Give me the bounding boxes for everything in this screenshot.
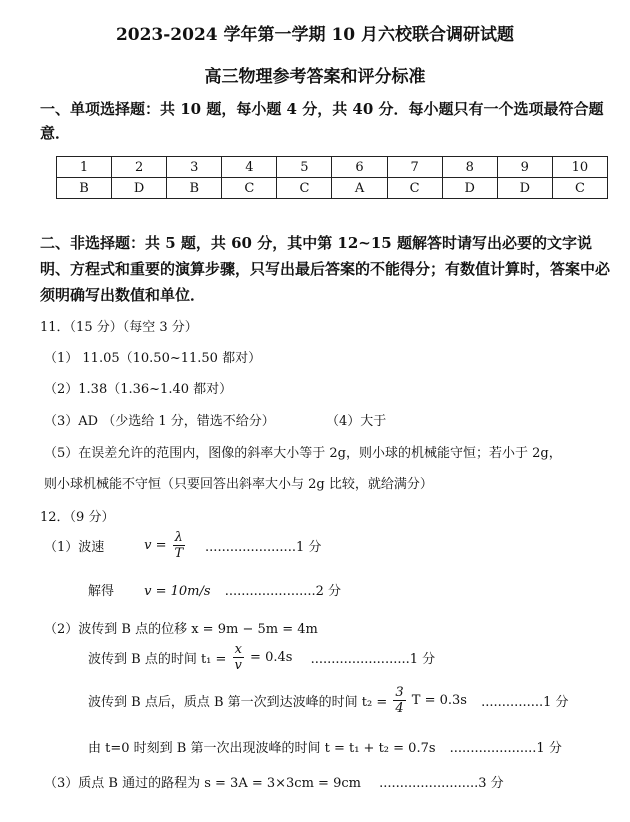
q12-part2d-line: [88, 737, 562, 756]
question-number: 7: [387, 157, 442, 178]
q11-answer-5-line2: 则小球机械能不守恒（只要回答出斜率大小与 2g 比较，就给满分）: [44, 477, 433, 492]
q12-part1-fraction: [173, 530, 185, 561]
question-number: 8: [442, 157, 497, 178]
q12-part2d-score: .....................1 分: [449, 741, 562, 756]
exam-title: 2023-2024 学年第一学期 10 月六校联合调研试题: [115, 25, 515, 45]
q12-part2c-result: T = 0.3s: [411, 693, 467, 708]
answer-cell: C: [222, 178, 277, 199]
q11-answer-3: （3）AD （少选给 1 分，错选不给分）: [44, 414, 275, 429]
q11-heading: 11．（15 分）（每空 3 分）: [40, 320, 198, 335]
answer-cell: C: [277, 178, 332, 199]
q12-part1b-eq: v = 10m/s: [144, 584, 211, 599]
question-number: 9: [497, 157, 552, 178]
question-number: 4: [222, 157, 277, 178]
question-number: 1: [57, 157, 112, 178]
q12-part2c-line: [88, 685, 569, 716]
q12-heading: 12．（9 分）: [40, 510, 115, 525]
q12-part1-line: [44, 530, 321, 561]
fraction-denominator: 4: [395, 701, 404, 716]
q12-part1b-score: ......................2 分: [224, 584, 342, 599]
q11-answer-4: （4）大于: [326, 414, 387, 429]
fraction-numerator: λ: [174, 530, 183, 545]
answer-cell: B: [57, 178, 112, 199]
answer-cell: D: [112, 178, 167, 199]
q12-part2b-fraction: [233, 642, 244, 673]
q11-answer-1: （1） 11.05（10.50~11.50 都对）: [44, 351, 262, 366]
q12-part1b-line: [88, 580, 341, 599]
question-number: 2: [112, 157, 167, 178]
fraction-denominator: v: [234, 658, 242, 673]
fraction-denominator: T: [174, 546, 184, 561]
question-number: 6: [332, 157, 387, 178]
q11-answer-2: （2）1.38（1.36~1.40 都对）: [44, 382, 233, 397]
q12-part2b-result: = 0.4s: [250, 650, 293, 665]
answer-key-title: 高三物理参考答案和评分标准: [204, 67, 426, 87]
fraction-numerator: x: [234, 642, 242, 657]
q12-part1-eq-lhs: v =: [144, 538, 167, 553]
q12-part2c-fraction: [393, 685, 405, 716]
q12-part3-line: [44, 772, 504, 791]
question-number: 3: [167, 157, 222, 178]
q12-part2b-line: [88, 642, 435, 673]
answer-cell: A: [332, 178, 387, 199]
q12-part1b-label: 解得: [88, 584, 115, 599]
q12-part2c-score: ...............1 分: [481, 695, 569, 710]
question-number: 5: [277, 157, 332, 178]
answer-cell: B: [167, 178, 222, 199]
q12-part3-score: ........................3 分: [379, 776, 504, 791]
q12-part1-score: ......................1 分: [205, 540, 322, 555]
answer-cell: D: [497, 178, 552, 199]
answer-cell: C: [552, 178, 607, 199]
q12-part2c-label: 波传到 B 点后，质点 B 第一次到达波峰的时间 t₂ =: [88, 695, 388, 710]
section2-heading: 二、非选择题：共 5 题，共 60 分，其中第 12~15 题解答时请写出必要的文字说明、方程式和重要的演算步骤，只写出最后答案的不能得分；有数值计算时，答案中必须明确写出数值和单位．: [40, 234, 611, 304]
answer-cell: D: [442, 178, 497, 199]
q12-part2d-text: 由 t=0 时刻到 B 第一次出现波峰的时间 t = t₁ + t₂ = 0.7s: [88, 741, 436, 756]
q12-part2b-score: ........................1 分: [310, 652, 436, 667]
question-number-row: [57, 157, 608, 178]
fraction-numerator: 3: [395, 685, 404, 700]
answer-cell: C: [387, 178, 442, 199]
answer-row: [57, 178, 608, 199]
q12-part2b-label: 波传到 B 点的时间 t₁ =: [88, 652, 227, 667]
question-number: 10: [552, 157, 607, 178]
section1-heading: 一、单项选择题：共 10 题，每小题 4 分，共 40 分．每小题只有一个选项最符合题意．: [40, 100, 604, 142]
q12-part1-label: （1）波速: [44, 540, 105, 555]
q11-answer-5-line1: （5）在误差允许的范围内，图像的斜率大小等于 2g，则小球的机械能守恒；若小于 2g，: [44, 446, 562, 461]
answer-table: [56, 156, 608, 199]
q12-part3-text: （3）质点 B 通过的路程为 s = 3A = 3×3cm = 9cm: [44, 776, 361, 791]
q12-part2-line: （2）波传到 B 点的位移 x = 9m − 5m = 4m: [44, 622, 318, 637]
